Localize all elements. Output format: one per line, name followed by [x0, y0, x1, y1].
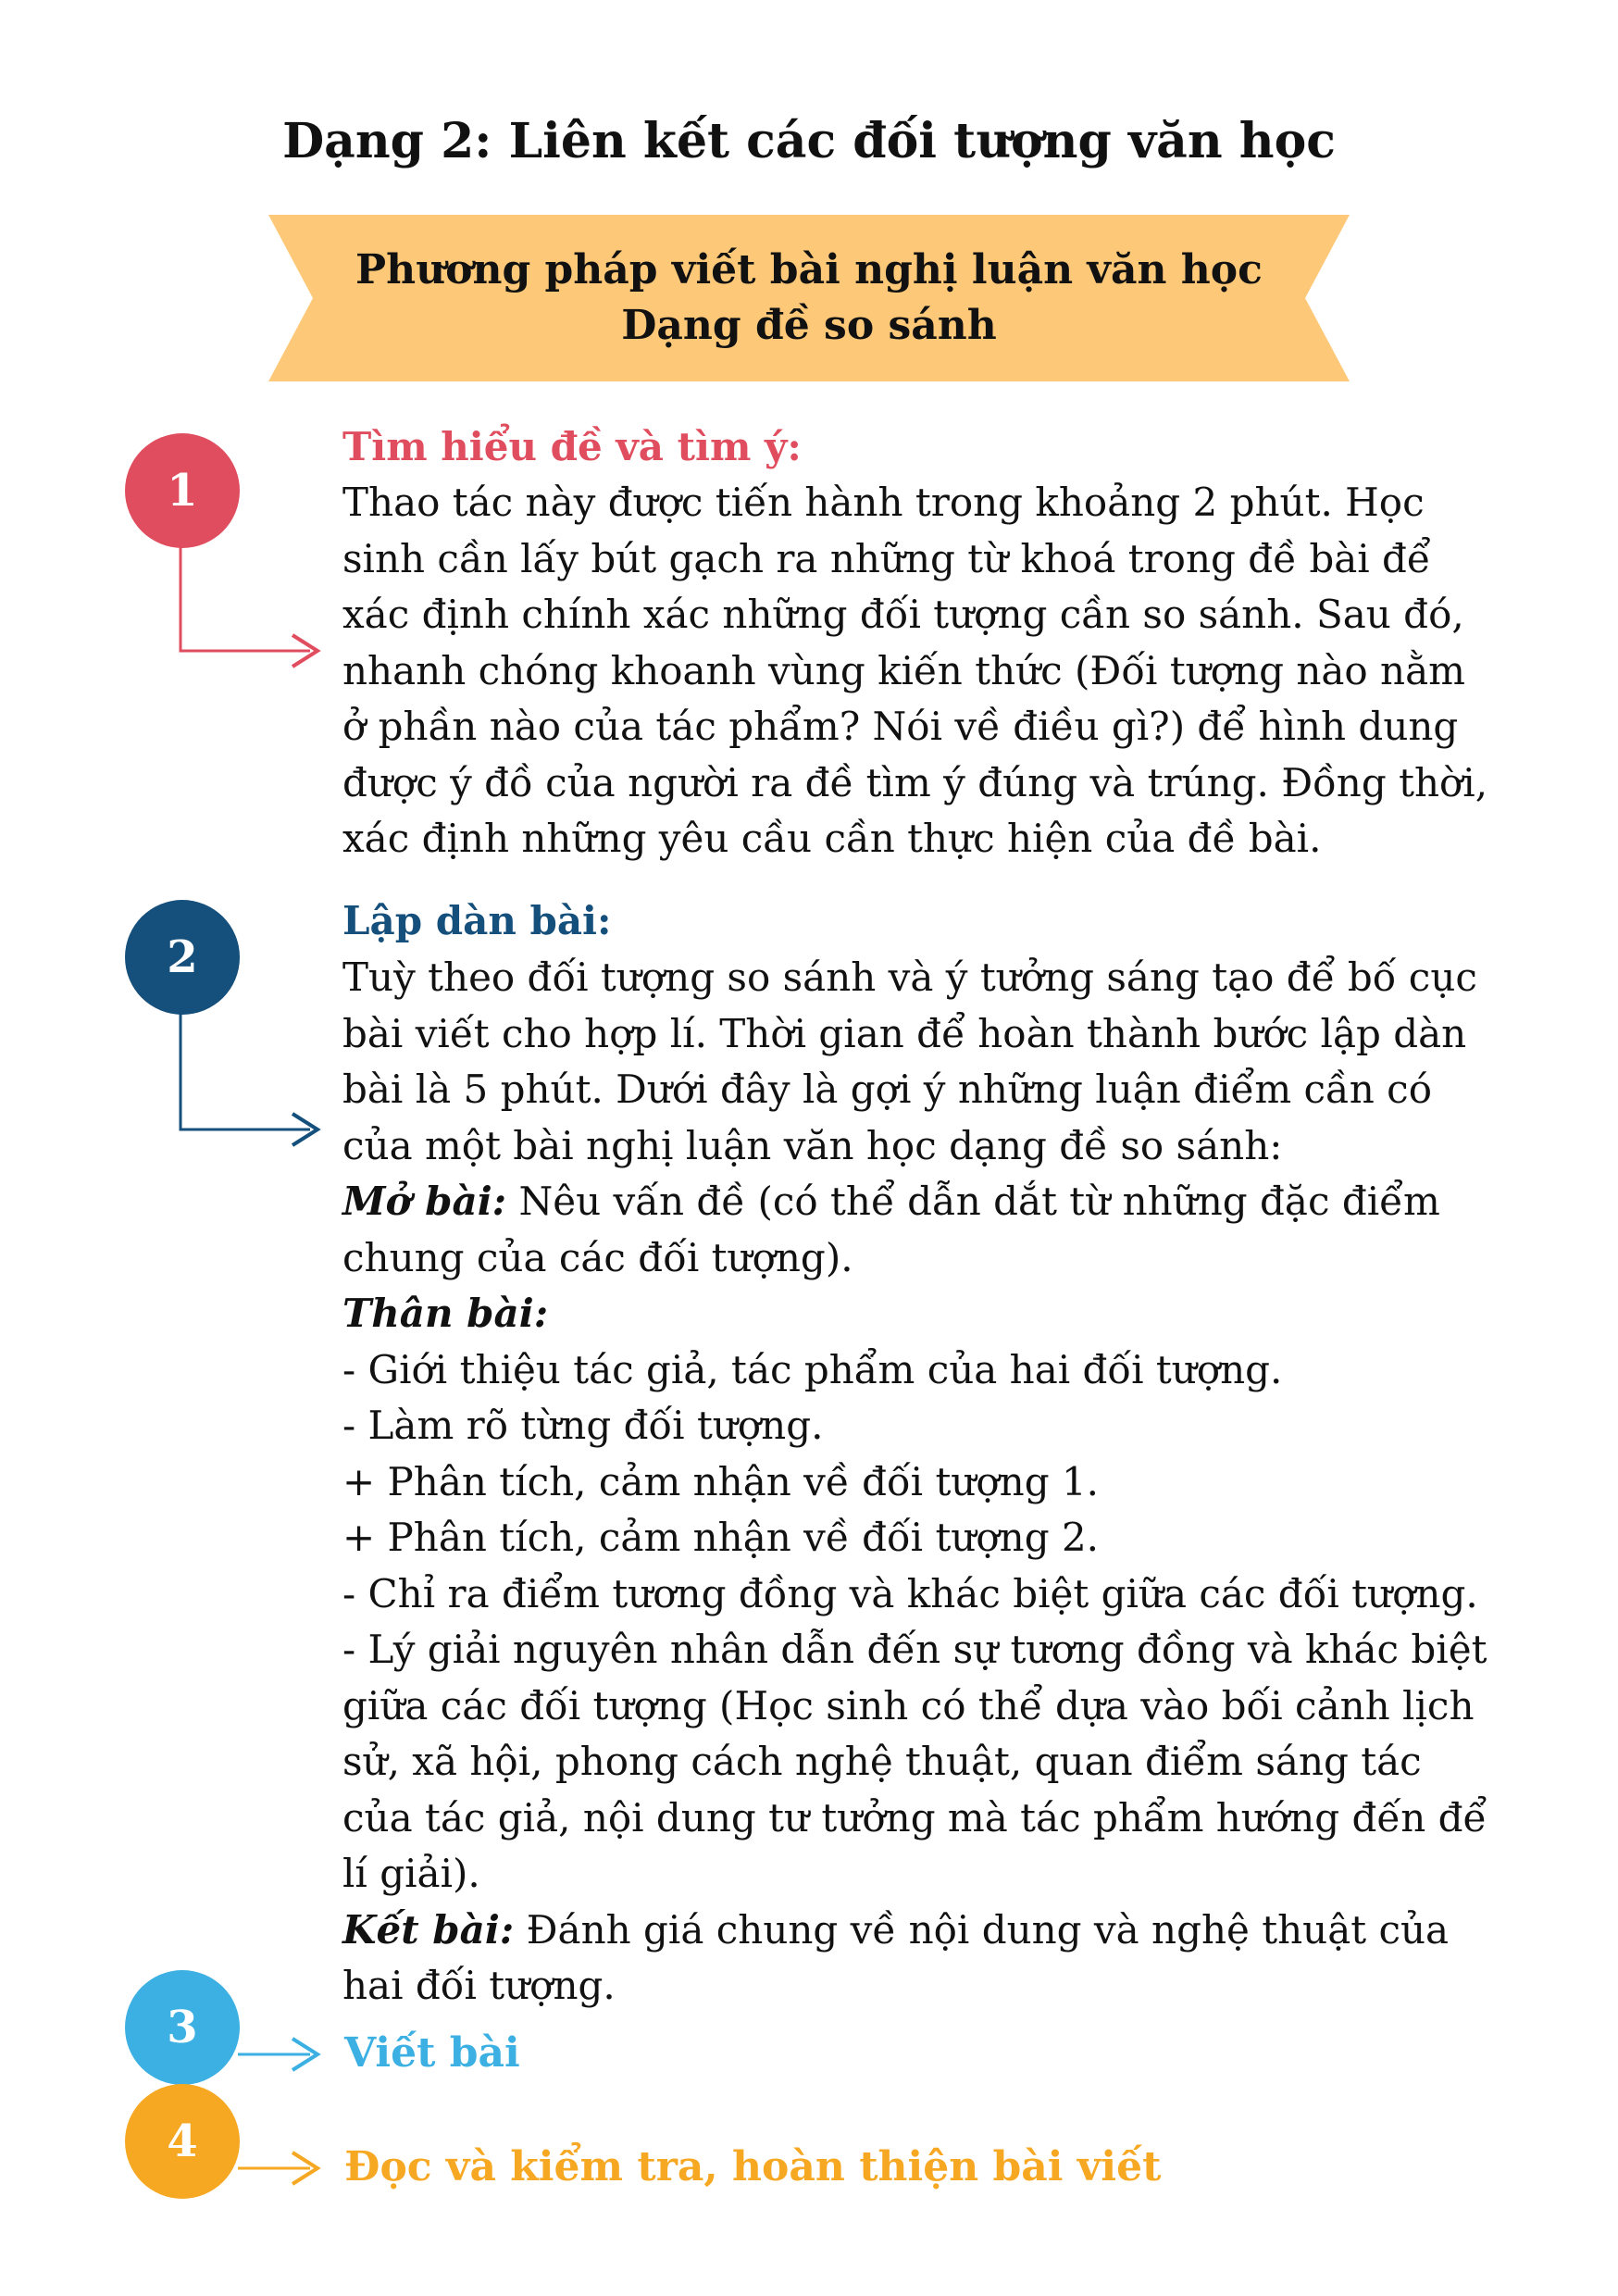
than-bai-item: + Phân tích, cảm nhận về đối tượng 1.	[342, 1458, 1100, 1504]
step-4-badge: 4	[125, 2084, 240, 2199]
step-2-heading: Lập dàn bài:	[342, 898, 612, 943]
step-2-badge: 2	[125, 900, 240, 1015]
step-2-arrow	[180, 1014, 317, 1145]
step-4-heading: Đọc và kiểm tra, hoàn thiện bài viết	[344, 2143, 1162, 2190]
step-1-arrow	[180, 546, 317, 667]
than-bai-item: - Giới thiệu tác giả, tác phẩm của hai đối tượng.	[342, 1346, 1283, 1392]
mo-bai-text: Nêu vấn đề (có thể dẫn dắt từ những đặc điểm chung của các đối tượng).	[342, 1179, 1440, 1280]
step-1-badge: 1	[125, 433, 240, 548]
than-bai-item: - Lý giải nguyên nhân dẫn đến sự tương đồng và khác biệt giữa các đối tượng (Học sinh có thể dựa vào bối cảnh lịch sử, xã hội, phong cách nghệ thuật, quan điểm sáng tác của tác giả, nội dung tư tưởng mà tác phẩm hướng đến để lí giải).	[342, 1627, 1487, 1896]
banner-title: Phương pháp viết bài nghị luận văn học	[355, 246, 1263, 293]
page-title: Dạng 2: Liên kết các đối tượng văn học	[282, 113, 1336, 169]
step-3-heading: Viết bài	[344, 2029, 520, 2077]
than-bai-item: - Làm rõ từng đối tượng.	[342, 1403, 824, 1448]
ket-bai-paragraph	[342, 1903, 1500, 2015]
step-2-body	[342, 950, 1500, 2015]
step-3-arrow	[238, 2039, 317, 2070]
step-3-badge: 3	[125, 1970, 240, 2085]
step-2-intro: Tuỳ theo đối tượng so sánh và ý tưởng sáng tạo để bố cục bài viết cho hợp lí. Thời gian để hoàn thành bước lập dàn bài là 5 phút. Dưới đây là gợi ý những luận điểm cần có của một bài nghị luận văn học dạng đề so sánh:	[342, 955, 1477, 1168]
than-bai-item: - Chỉ ra điểm tương đồng và khác biệt giữa các đối tượng.	[342, 1570, 1478, 1616]
step-1-heading: Tìm hiểu đề và tìm ý:	[342, 424, 802, 469]
step-4-arrow	[238, 2152, 317, 2184]
step-1-description: Thao tác này được tiến hành trong khoảng 2 phút. Học sinh cần lấy bút gạch ra những từ khoá trong đề bài để xác định chính xác những đối tượng cần so sánh. Sau đó, nhanh chóng khoanh vùng kiến thức (Đối tượng nào nằm ở phần nào của tác phẩm? Nói về điều gì?) để hình dung được ý đồ của người ra đề tìm ý đúng và trúng. Đồng thời, xác định những yêu cầu cần thực hiện của đề bài.	[342, 480, 1488, 861]
ket-bai-label: Kết bài:	[342, 1906, 515, 1953]
banner-subtitle: Dạng đề so sánh	[621, 302, 997, 349]
than-bai-item: + Phân tích, cảm nhận về đối tượng 2.	[342, 1515, 1100, 1560]
ket-bai-text: Đánh giá chung về nội dung và nghệ thuật của hai đối tượng.	[342, 1906, 1450, 2008]
mo-bai-paragraph	[342, 1174, 1500, 1286]
step-1-body	[342, 475, 1500, 867]
than-bai-label: Thân bài:	[342, 1291, 549, 1336]
mo-bai-label: Mở bài:	[342, 1179, 507, 1224]
